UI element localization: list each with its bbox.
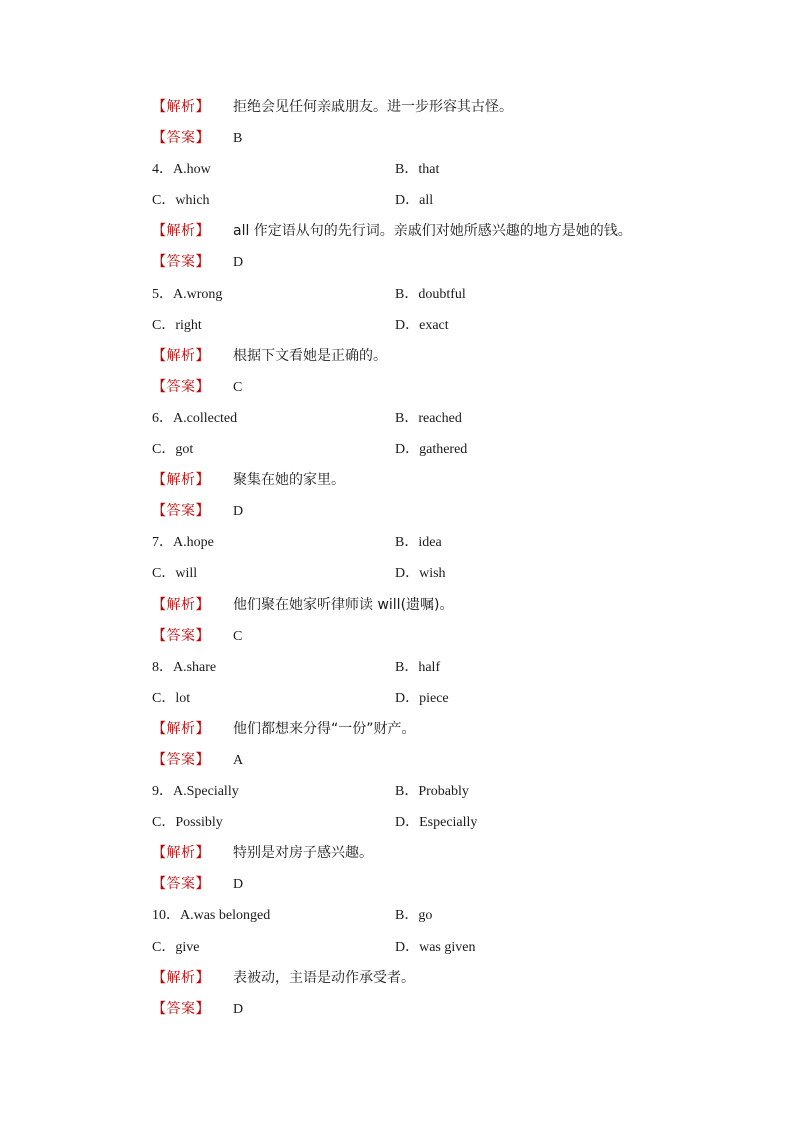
- question-10-options-ab: [152, 900, 712, 931]
- analysis-tag: 【解析】: [152, 596, 210, 613]
- analysis-text: 表被动，主语是动作承受者。: [233, 969, 415, 986]
- option-b: B．doubtful: [395, 286, 466, 302]
- question-5-answer: [152, 372, 712, 403]
- analysis-text: 根据下文看她是正确的。: [233, 347, 387, 364]
- answer-tag: 【答案】: [152, 751, 210, 768]
- analysis-tag: 【解析】: [152, 720, 210, 737]
- question-4-options-ab: [152, 154, 712, 185]
- option-d: D．gathered: [395, 442, 468, 458]
- analysis-tag: 【解析】: [152, 845, 210, 862]
- question-9-analysis: [152, 838, 712, 869]
- option-b: B．idea: [395, 535, 442, 551]
- option-d: D．wish: [395, 566, 446, 582]
- question-10-answer: [152, 994, 712, 1025]
- option-a: 9．A.Specially: [152, 784, 239, 800]
- option-d: D．exact: [395, 317, 449, 333]
- question-6-analysis: [152, 465, 712, 496]
- answer-text: A: [233, 752, 244, 768]
- answer-tag: 【答案】: [152, 876, 210, 893]
- option-a: 5．A.wrong: [152, 286, 223, 302]
- analysis-text: 特别是对房子感兴趣。: [233, 845, 373, 862]
- option-d: D．all: [395, 193, 434, 209]
- answer-text: C: [233, 379, 243, 395]
- answer-tag: 【答案】: [152, 130, 210, 147]
- answer-text: D: [233, 504, 244, 520]
- question-9-options-cd: [152, 807, 712, 838]
- question-6-options-ab: [152, 403, 712, 434]
- option-c: C．will: [152, 566, 198, 582]
- option-c: C．give: [152, 939, 200, 955]
- option-d: D．was given: [395, 939, 476, 955]
- question-7-options-cd: [152, 558, 712, 589]
- answer-text: D: [233, 877, 244, 893]
- analysis-text: all 作定语从句的先行词。亲戚们对她所感兴趣的地方是她的钱。: [233, 223, 632, 240]
- answer-text: B: [233, 131, 243, 147]
- question-9-options-ab: [152, 776, 712, 807]
- option-b: B．reached: [395, 410, 462, 426]
- question-5-options-ab: [152, 279, 712, 310]
- answer-tag: 【答案】: [152, 378, 210, 395]
- analysis-tag: 【解析】: [152, 347, 210, 364]
- option-b: B．that: [395, 162, 440, 178]
- answer-row-3: [152, 123, 712, 154]
- analysis-tag: 【解析】: [152, 99, 210, 115]
- question-8-options-ab: [152, 652, 712, 683]
- question-6-answer: [152, 496, 712, 527]
- question-7-analysis: [152, 590, 712, 621]
- question-7-options-ab: [152, 527, 712, 558]
- question-4-options-cd: [152, 185, 712, 216]
- option-a: 6．A.collected: [152, 410, 238, 426]
- answer-tag: 【答案】: [152, 627, 210, 644]
- option-c: C．lot: [152, 690, 191, 706]
- answer-tag: 【答案】: [152, 503, 210, 520]
- answer-text: C: [233, 628, 243, 644]
- analysis-tag: 【解析】: [152, 969, 210, 986]
- analysis-text: 他们聚在她家听律师读 will(遗嘱)。: [233, 596, 454, 613]
- question-5-analysis: [152, 341, 712, 372]
- question-5-options-cd: [152, 310, 712, 341]
- option-a: 7．A.hope: [152, 535, 214, 551]
- answer-text: D: [233, 255, 244, 271]
- answer-tag: 【答案】: [152, 1000, 210, 1017]
- question-8-analysis: [152, 714, 712, 745]
- question-7-answer: [152, 621, 712, 652]
- question-8-answer: [152, 745, 712, 776]
- analysis-text: 聚集在她的家里。: [233, 472, 345, 489]
- option-a: 4．A.how: [152, 162, 211, 178]
- answer-text: D: [233, 1001, 244, 1017]
- option-b: B．go: [395, 908, 433, 924]
- question-4-answer: [152, 247, 712, 278]
- question-10-analysis: [152, 963, 712, 994]
- option-a: 8．A.share: [152, 659, 217, 675]
- analysis-tag: 【解析】: [152, 223, 210, 240]
- option-b: B．half: [395, 659, 441, 675]
- question-9-answer: [152, 869, 712, 900]
- document-page: [152, 92, 712, 1025]
- option-d: D．piece: [395, 690, 449, 706]
- question-10-options-cd: [152, 932, 712, 963]
- question-6-options-cd: [152, 434, 712, 465]
- option-c: C．got: [152, 442, 194, 458]
- analysis-text: 拒绝会见任何亲戚朋友。进一步形容其古怪。: [233, 99, 513, 115]
- option-b: B．Probably: [395, 784, 469, 800]
- question-8-options-cd: [152, 683, 712, 714]
- question-4-analysis: [152, 216, 712, 247]
- option-c: C．which: [152, 193, 210, 209]
- option-c: C．right: [152, 317, 202, 333]
- option-d: D．Especially: [395, 815, 478, 831]
- option-c: C．Possibly: [152, 815, 223, 831]
- analysis-text: 他们都想来分得“一份”财产。: [233, 720, 416, 737]
- analysis-tag: 【解析】: [152, 472, 210, 489]
- answer-tag: 【答案】: [152, 254, 210, 271]
- analysis-row-3: [152, 92, 712, 123]
- option-a: 10．A.was belonged: [152, 908, 271, 924]
